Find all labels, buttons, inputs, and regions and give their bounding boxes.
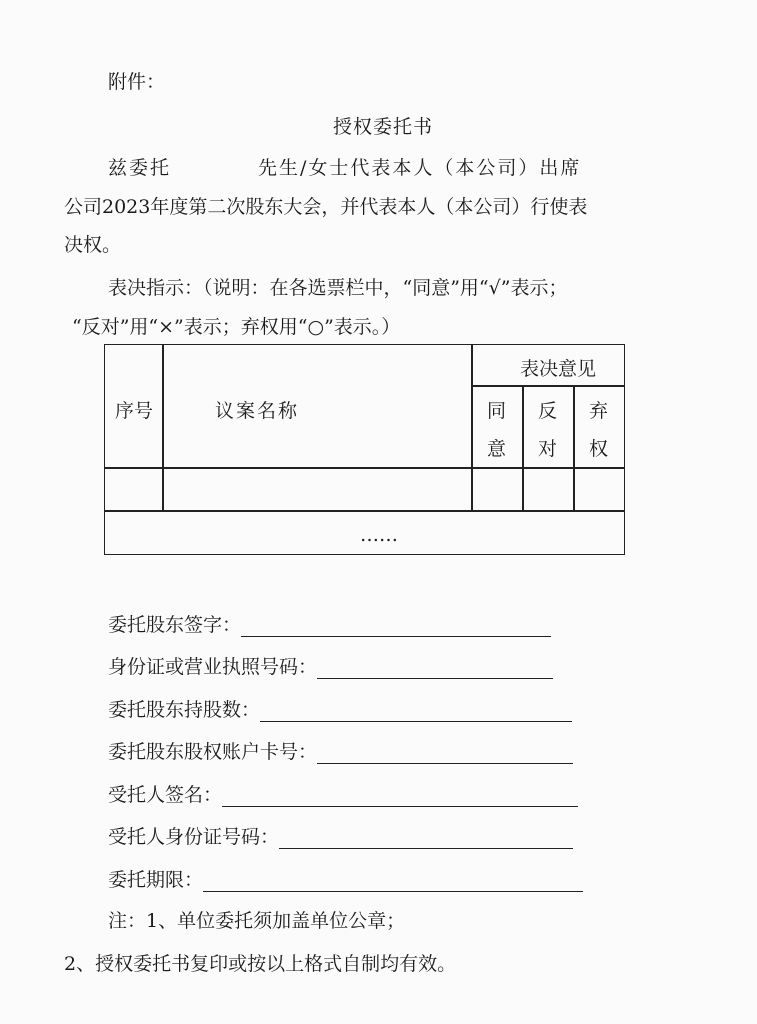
- shareholder-signature-blank[interactable]: [241, 614, 551, 637]
- entrust-line-3: 决权。: [64, 234, 122, 256]
- field-proxy-id: [108, 825, 573, 849]
- field-account-card: [108, 740, 573, 764]
- abstain-header-char-1: 弃: [589, 400, 609, 422]
- term-blank[interactable]: [203, 869, 583, 892]
- table-divider: [162, 345, 164, 511]
- field-id-number: [108, 655, 553, 679]
- field-label: 委托期限：: [108, 869, 204, 891]
- note-2: 2、授权委托书复印或按以上格式自制均有效。: [64, 953, 457, 975]
- field-label: 委托股东股权账户卡号：: [108, 741, 318, 763]
- table-divider: [105, 467, 624, 469]
- table-divider: [471, 385, 625, 387]
- table-divider: [105, 510, 624, 512]
- column-header-proposal-name: 议案名称: [215, 400, 300, 422]
- account-card-blank[interactable]: [317, 741, 573, 764]
- field-term: [108, 868, 583, 892]
- table-ellipsis: ……: [360, 524, 398, 546]
- attachment-label: 附件：: [108, 71, 166, 93]
- voting-instructions-line-1: 表决指示：（说明：在各选票栏中，“同意”用“√”表示；: [108, 277, 568, 299]
- field-label: 委托股东持股数：: [108, 699, 261, 721]
- column-header-number: 序号: [115, 400, 154, 422]
- vote-table: [104, 344, 625, 555]
- oppose-header-char-1: 反: [538, 400, 558, 422]
- field-proxy-signature: [108, 783, 578, 807]
- table-divider: [573, 385, 575, 511]
- abstain-header-char-2: 权: [589, 438, 609, 460]
- entrust-suffix: 先生/女士代表本人（本公司）出席: [258, 157, 582, 179]
- document-title: 授权委托书: [333, 116, 434, 138]
- oppose-header-char-2: 对: [538, 438, 558, 460]
- field-label: 受托人身份证号码：: [108, 826, 280, 848]
- proxy-signature-blank[interactable]: [222, 784, 578, 807]
- entrust-line-2: 公司2023年度第二次股东大会，并代表本人（本公司）行使表: [64, 196, 588, 218]
- table-divider: [471, 345, 473, 511]
- field-shareholding: [108, 698, 572, 722]
- field-label: 委托股东签字：: [108, 614, 242, 636]
- shareholding-blank[interactable]: [260, 699, 572, 722]
- voting-instructions-line-2: “反对”用“×”表示；弃权用“○”表示。）: [72, 316, 401, 338]
- id-number-blank[interactable]: [317, 656, 553, 679]
- proxy-id-blank[interactable]: [279, 826, 573, 849]
- field-shareholder-signature: [108, 613, 551, 637]
- column-header-vote-opinion: 表决意见: [520, 358, 597, 380]
- agree-header-char-2: 意: [487, 438, 507, 460]
- entrust-prefix: 兹委托: [108, 157, 172, 179]
- table-divider: [522, 385, 524, 511]
- field-label: 受托人签名：: [108, 784, 223, 806]
- field-label: 身份证或营业执照号码：: [108, 656, 318, 678]
- agree-header-char-1: 同: [487, 400, 507, 422]
- note-1: 注：1、单位委托须加盖单位公章；: [108, 910, 406, 932]
